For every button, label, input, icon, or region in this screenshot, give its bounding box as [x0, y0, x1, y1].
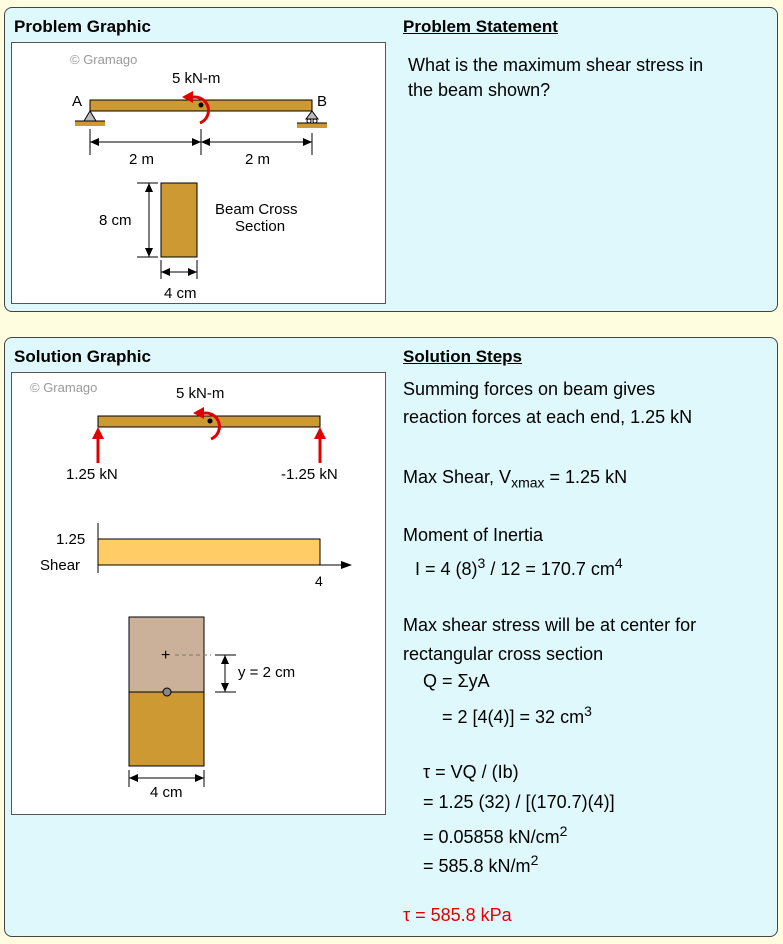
- step-4-line-2: rectangular cross section: [403, 644, 604, 664]
- y-label: y = 2 cm: [238, 664, 296, 681]
- step-6-m-sup: 2: [530, 852, 539, 868]
- span-right-label: 2 m: [245, 151, 271, 168]
- reaction-right-label: -1.25 kN: [281, 466, 338, 483]
- problem-graphic: [11, 42, 386, 304]
- step-5-sup: 3: [584, 703, 592, 719]
- roller-wheel-1: [307, 119, 311, 123]
- pin-support-icon: [84, 111, 96, 121]
- step-2-value: = 1.25 kN: [544, 467, 628, 487]
- section-lower-half: [129, 692, 204, 766]
- step-2-subscript: xmax: [511, 474, 545, 491]
- step-3-sup-2: 4: [614, 555, 623, 571]
- step-5-q-formula: Q = ΣyA: [423, 671, 490, 691]
- shear-x-end-label: 4: [315, 573, 323, 589]
- step-6-cm-sup: 2: [559, 823, 568, 839]
- problem-statement-title: Problem Statement: [403, 17, 558, 36]
- shear-axis-label: Shear: [40, 557, 81, 574]
- dim-arrow-icon: [129, 774, 138, 782]
- dim-arrow-icon: [161, 268, 170, 276]
- dim-arrow-icon: [192, 138, 201, 146]
- step-6-result-m: [423, 848, 538, 878]
- dim-arrow-icon: [195, 774, 204, 782]
- roller-support-icon: [306, 111, 318, 119]
- step-3-text: I = 4 (8): [415, 559, 478, 579]
- roller-wheel-2: [313, 119, 317, 123]
- ground-b: [297, 123, 327, 128]
- dim-arrow-icon: [201, 138, 210, 146]
- section-label-line-2: Section: [235, 218, 286, 235]
- step-6-result-cm: [423, 819, 567, 849]
- step-5-q-value: [442, 699, 592, 729]
- dim-arrow-icon: [145, 183, 153, 192]
- step-1-line-2: reaction forces at each end, 1.25 kN: [403, 407, 693, 427]
- step-6-substitution: = 1.25 (32) / [(170.7)(4)]: [423, 792, 615, 812]
- step-1-line-1: Summing forces on beam gives: [403, 379, 656, 399]
- dim-arrow-icon: [145, 248, 153, 257]
- step-6-cm-text: = 0.05858 kN/cm: [423, 827, 560, 847]
- height-label: 8 cm: [99, 212, 132, 229]
- problem-statement-line-1: What is the maximum shear stress in: [408, 55, 704, 75]
- support-a-label: A: [72, 93, 83, 110]
- cross-section: [161, 183, 197, 257]
- solution-graphic-title: Solution Graphic: [14, 347, 151, 366]
- solution-panel: [4, 337, 778, 937]
- step-3-mid: / 12 = 170.7 cm: [485, 559, 615, 579]
- step-5-text: = 2 [4(4)] = 32 cm: [442, 707, 585, 727]
- upper-centroid-marker: +: [161, 647, 171, 664]
- dim-arrow-icon: [221, 655, 229, 664]
- step-6-formula: τ = VQ / (Ib): [423, 762, 519, 782]
- step-2-text: Max Shear, V: [403, 467, 512, 487]
- step-2-max-shear: [403, 465, 627, 495]
- support-b-label: B: [317, 93, 328, 110]
- ground-a: [75, 121, 105, 126]
- problem-diagram: [12, 43, 387, 305]
- watermark: © Gramago: [30, 380, 98, 395]
- reaction-left-label: 1.25 kN: [66, 466, 118, 483]
- dim-arrow-icon: [90, 138, 99, 146]
- solution-diagram: [12, 373, 387, 816]
- dim-arrow-icon: [303, 138, 312, 146]
- moment-point: [208, 419, 213, 424]
- dim-arrow-icon: [221, 683, 229, 692]
- span-left-label: 2 m: [129, 151, 155, 168]
- problem-graphic-title: Problem Graphic: [14, 17, 151, 36]
- axis-arrow-icon: [341, 561, 352, 569]
- final-answer: τ = 585.8 kPa: [403, 905, 512, 925]
- moment-point: [199, 103, 204, 108]
- neutral-axis-centroid-icon: [163, 688, 171, 696]
- watermark: © Gramago: [70, 52, 138, 67]
- reaction-right-arrowhead-icon: [314, 427, 326, 439]
- solution-graphic: [11, 372, 386, 815]
- step-6-m-text: = 585.8 kN/m: [423, 856, 531, 876]
- width-label: 4 cm: [150, 784, 183, 801]
- shear-diagram-bar: [98, 539, 320, 565]
- step-4-line-1: Max shear stress will be at center for: [403, 615, 697, 635]
- shear-value-label: 1.25: [56, 531, 86, 548]
- problem-statement-line-2: the beam shown?: [408, 80, 551, 100]
- reaction-left-arrowhead-icon: [92, 427, 104, 439]
- step-3-inertia: [415, 551, 623, 581]
- width-label: 4 cm: [164, 285, 197, 302]
- section-label-line-1: Beam Cross: [215, 201, 298, 218]
- problem-panel: [4, 7, 778, 312]
- moment-label: 5 kN-m: [172, 70, 221, 87]
- dim-arrow-icon: [188, 268, 197, 276]
- solution-steps-title: Solution Steps: [403, 347, 522, 366]
- moment-label: 5 kN-m: [176, 385, 225, 402]
- step-3-heading: Moment of Inertia: [403, 525, 544, 545]
- step-3-sup-1: 3: [477, 555, 486, 571]
